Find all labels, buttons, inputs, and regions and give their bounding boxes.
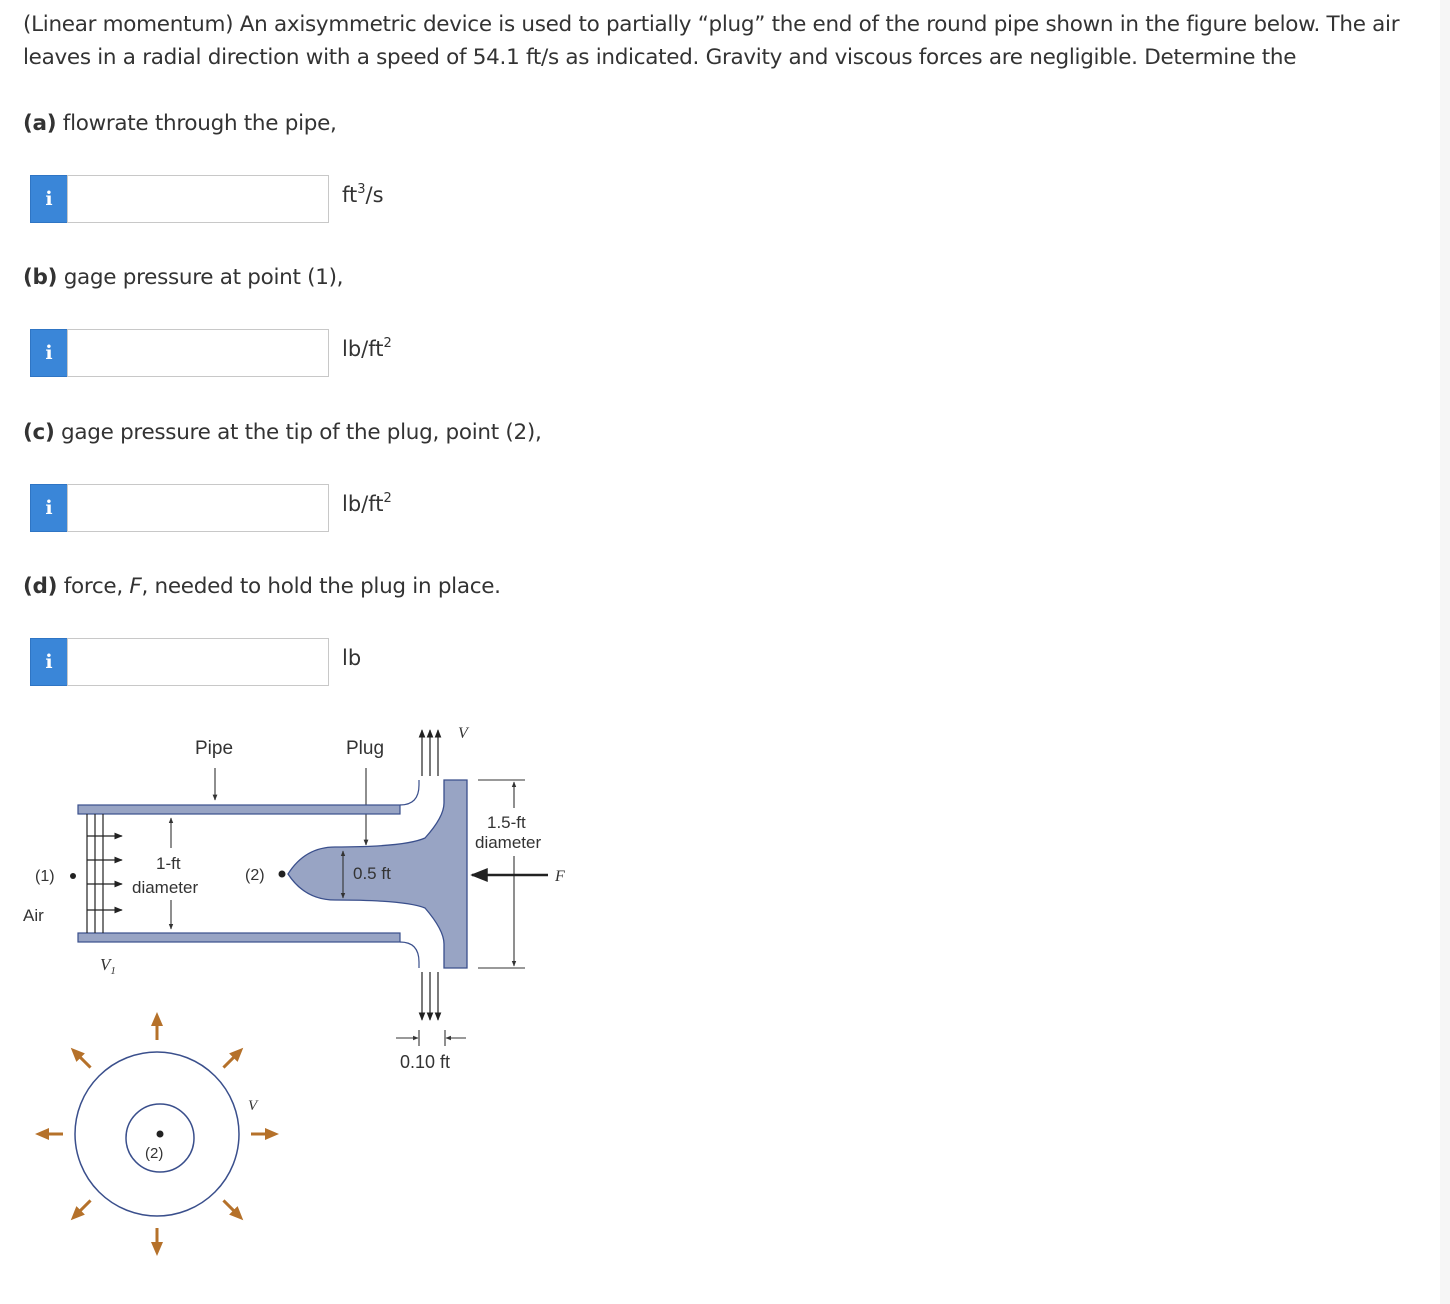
- part-b-unit: $lb/ft^2$: [342, 336, 392, 361]
- part-d-label: [23, 572, 501, 602]
- point-2-label: (2): [245, 867, 265, 884]
- info-icon[interactable]: i: [30, 638, 68, 686]
- problem-statement: [23, 8, 1423, 74]
- half-ft-label: 0.5 ft: [353, 864, 391, 883]
- air-label: Air: [23, 906, 44, 925]
- big-diameter-label-1: 1.5-ft: [487, 813, 526, 832]
- part-c-text: gage pressure at the tip of the plug, point (2),: [54, 420, 542, 445]
- big-diameter-label-2: diameter: [475, 833, 542, 852]
- part-d-answer-input[interactable]: [67, 638, 329, 686]
- inlet-velocity-arrows: [87, 836, 122, 910]
- part-b-tag: (b): [23, 265, 58, 290]
- part-c-label: [23, 418, 542, 448]
- pipe-bottom-wall: [78, 933, 400, 942]
- inlet-profile-ticks: [95, 814, 103, 933]
- small-diameter-label-2: diameter: [132, 878, 199, 897]
- part-c-unit: $lb/ft^2$: [342, 491, 392, 516]
- plug-label: Plug: [346, 738, 385, 759]
- part-d-text-before: force,: [57, 574, 130, 599]
- info-icon[interactable]: i: [30, 329, 68, 377]
- pipe-top-wall: [78, 805, 400, 814]
- part-b-answer-input[interactable]: [67, 329, 329, 377]
- point-2-dot: [279, 871, 286, 878]
- pipe-label: Pipe: [195, 738, 234, 759]
- part-d-text-after: , needed to hold the plug in place.: [141, 574, 501, 599]
- part-a-answer-input[interactable]: [67, 175, 329, 223]
- pipe-plug-figure: [0, 700, 620, 1304]
- part-c-answer-input[interactable]: [67, 484, 329, 532]
- force-label: F: [555, 868, 565, 885]
- part-a-text: flowrate through the pipe,: [56, 111, 337, 136]
- problem-line-1: (Linear momentum) An axisymmetric device is used to partially “plug” the end of the round pipe shown in the figure below. The air: [23, 12, 1400, 37]
- scrollbar-track[interactable]: [1440, 0, 1450, 1304]
- info-icon[interactable]: i: [30, 484, 68, 532]
- end-view-velocity-label: V: [248, 1098, 258, 1114]
- gap-dimension: [396, 1030, 466, 1046]
- problem-line-2: leaves in a radial direction with a speed of 54.1 ft/s as indicated. Gravity and viscous forces are negligible. Determine the: [23, 45, 1297, 70]
- exit-arrows-bottom: [422, 972, 438, 1020]
- v1-label: $V_1$: [100, 955, 116, 977]
- exit-velocity-label: V: [458, 725, 468, 742]
- part-b-text: gage pressure at point (1),: [57, 265, 344, 290]
- part-a-unit: $ft^3/s$: [342, 182, 384, 207]
- part-a-tag: (a): [23, 111, 57, 136]
- part-d-unit: lb: [342, 646, 362, 670]
- end-view-point-label: (2): [145, 1145, 164, 1162]
- part-d-variable: F: [129, 574, 142, 599]
- info-icon[interactable]: i: [30, 175, 68, 223]
- gap-label: 0.10 ft: [400, 1052, 451, 1072]
- small-diameter-label-1: 1-ft: [156, 854, 181, 873]
- point-1-dot: [70, 873, 76, 879]
- part-a-label: [23, 109, 337, 139]
- exit-arrows-top: [422, 730, 438, 776]
- part-c-tag: (c): [23, 420, 55, 445]
- part-b-label: [23, 263, 343, 293]
- end-view-point-dot: [157, 1131, 164, 1138]
- point-1-label: (1): [35, 868, 55, 885]
- part-d-tag: (d): [23, 574, 58, 599]
